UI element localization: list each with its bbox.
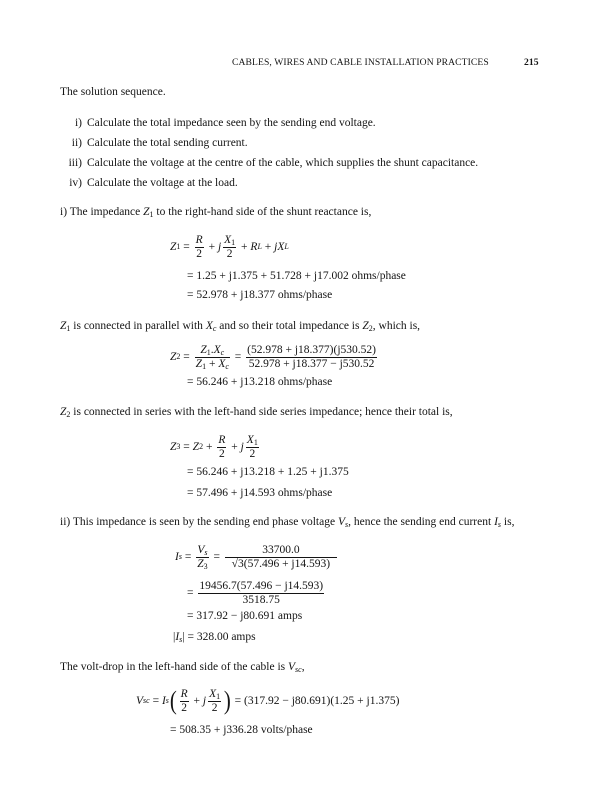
section5-intro: The volt-drop in the left-hand side of the cable is $V_{sc}$, bbox=[60, 661, 305, 674]
equation-z3: Z 3 = Z 2 + $\frac{R}{2}$ + j $\frac{X_1}{2}$ bbox=[170, 433, 258, 460]
equation-vsc: V sc = I s ( $\frac{R}{2}$ + j $\frac{X_1}{2}$ ) = (317.92 − j80.691)(1.25 + j1.375) bbox=[136, 686, 400, 715]
equation-z1: Z 1 = $\frac{R}{2}$ + j $\frac{X_1}{2}$ + R L + jX L bbox=[170, 233, 289, 260]
equation-z3-result: = 57.496 + j14.593 ohms/phase bbox=[187, 487, 333, 499]
section4-intro: ii) This impedance is seen by the sending end phase voltage $V_s$, hence the sending end current $I_s$ is, bbox=[60, 516, 515, 529]
equation-is: I s = $\frac{V_s}{Z_3}$ = $\frac{33700.0}{√3(57.496 + j14.593)}$ bbox=[175, 540, 339, 574]
section1-intro: i) The impedance $Z_1$ to the right-hand side of the shunt reactance is, bbox=[60, 206, 372, 219]
intro-text: The solution sequence. bbox=[60, 86, 166, 98]
step-text: Calculate the voltage at the centre of the cable, which supplies the shunt capacitance. bbox=[87, 157, 479, 169]
equation-vsc-result: = 508.35 + j336.28 volts/phase bbox=[170, 724, 313, 736]
step-label: i) bbox=[74, 117, 82, 129]
equation-z1-result: = 52.978 + j18.377 ohms/phase bbox=[187, 289, 333, 301]
step-label: iv) bbox=[69, 177, 82, 189]
step-label: ii) bbox=[71, 137, 82, 149]
running-title: CABLES, WIRES AND CABLE INSTALLATION PRACTICES bbox=[232, 57, 489, 68]
equation-z2-result: = 56.246 + j13.218 ohms/phase bbox=[187, 376, 333, 388]
step-text: Calculate the total sending current. bbox=[87, 137, 248, 149]
equation-z3-step2: = 56.246 + j13.218 + 1.25 + j1.375 bbox=[187, 466, 349, 478]
equation-is-result: = 317.92 − j80.691 amps bbox=[187, 610, 303, 622]
page-number: 215 bbox=[524, 57, 539, 68]
step-list bbox=[60, 113, 478, 193]
step-item bbox=[60, 133, 478, 153]
section3-intro: $Z_2$ is connected in series with the left-hand side series impedance; hence their total is, bbox=[60, 406, 453, 419]
step-text: Calculate the total impedance seen by the sending end voltage. bbox=[87, 117, 376, 129]
equation-z2: Z 2 = $\frac{Z_1.X_c}{Z_1 + X_c}$ = $\frac{(52.978 + j18.377)(j530.52)}{52.978 + j18.377 - j530.52}$ bbox=[170, 343, 376, 371]
step-label: iii) bbox=[68, 157, 82, 169]
section2-intro: $Z_1$ is connected in parallel with $X_c$ and so their total impedance is $Z_2$, which is, bbox=[60, 320, 421, 333]
equation-is-magnitude: $|I_s| = 328.00$ amps bbox=[173, 631, 256, 644]
step-item bbox=[60, 153, 478, 173]
equation-z1-step2: = 1.25 + j1.375 + 51.728 + j17.002 ohms/phase bbox=[187, 270, 406, 282]
step-item bbox=[60, 113, 478, 133]
step-text: Calculate the voltage at the load. bbox=[87, 177, 238, 189]
step-item bbox=[60, 173, 478, 193]
equation-is-step2: = $\frac{19456.7(57.496 - j14.593)}{3518.75}$ bbox=[187, 579, 324, 606]
